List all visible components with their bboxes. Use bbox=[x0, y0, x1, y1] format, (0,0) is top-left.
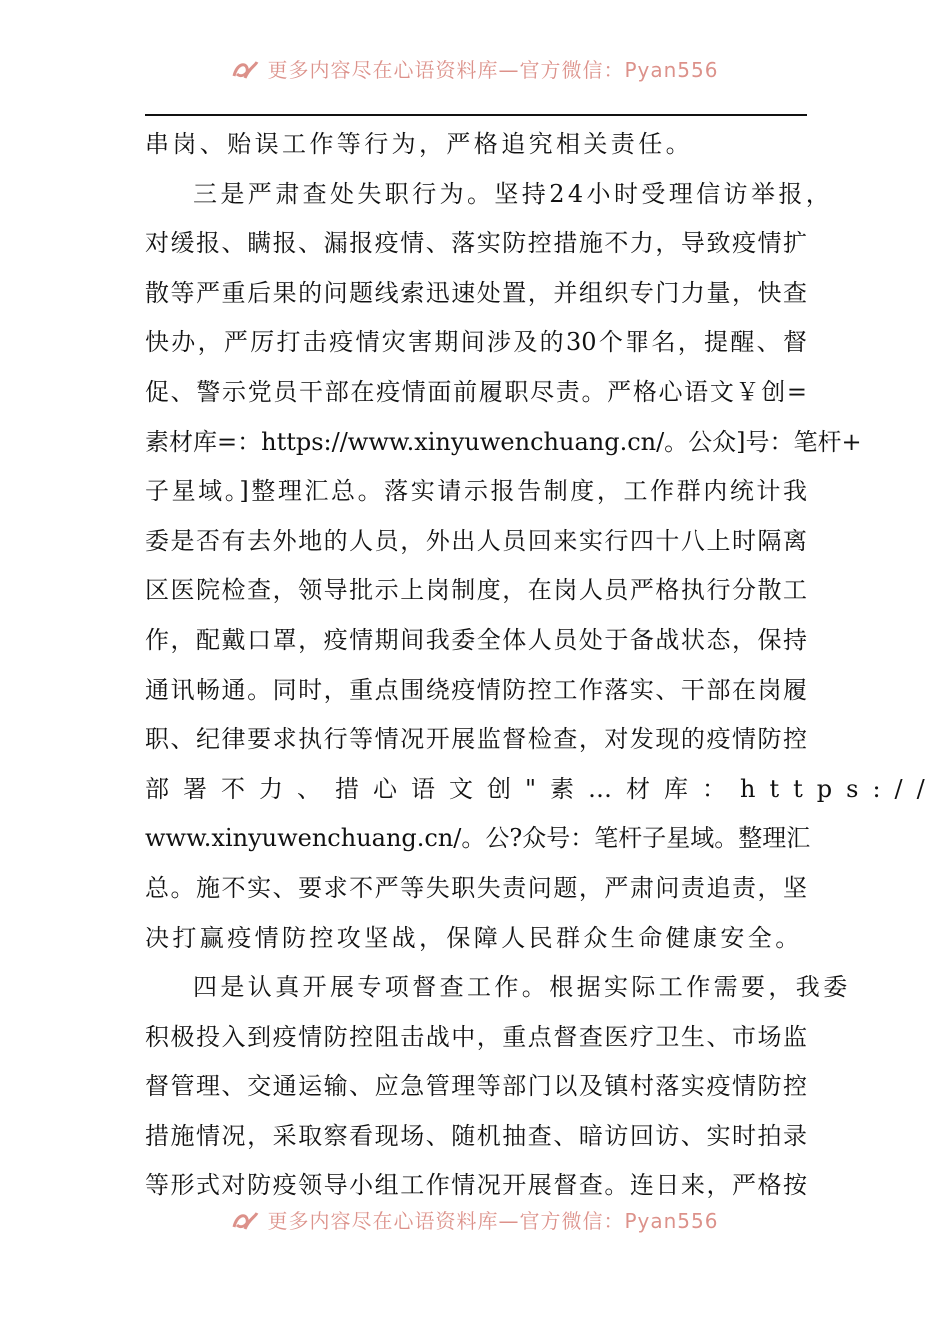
text-line: 快办，严厉打击疫情灾害期间涉及的30个罪名，提醒、督 bbox=[145, 328, 807, 357]
paragraph-start-line: 三是严肃查处失职行为。坚持24小时受理信访举报， bbox=[193, 179, 834, 208]
paragraph-start-line: 四是认真开展专项督查工作。根据实际工作需要，我委 bbox=[193, 973, 851, 1002]
text-line: 职、纪律要求执行等情况开展监督检查，对发现的疫情防控 bbox=[145, 725, 807, 754]
text-line: 督管理、交通运输、应急管理等部门以及镇村落实疫情防控 bbox=[145, 1072, 807, 1101]
watermark-text: 更多内容尽在心语资料库—官方微信：Pyan556 bbox=[267, 1209, 719, 1233]
paragraph-end-line: 决打赢疫情防控攻坚战，保障人民群众生命健康安全。 bbox=[145, 923, 803, 952]
text-line: 串岗、贻误工作等行为，严格追究相关责任。 bbox=[145, 130, 693, 158]
logo-icon bbox=[231, 1209, 259, 1233]
text-line: 等形式对防疫领导小组工作情况开展督查。连日来，严格按 bbox=[145, 1171, 807, 1200]
text-line: 素材库=：https://www.xinyuwenchuang.cn/。公众]号：笔杆+ bbox=[145, 427, 862, 456]
text-line: 促、警示党员干部在疫情面前履职尽责。严格心语文￥创= bbox=[145, 377, 807, 406]
text-line: 措施情况，采取察看现场、随机抽查、暗访回访、实时拍录 bbox=[145, 1121, 807, 1150]
text-line: 作，配戴口罩，疫情期间我委全体人员处于备战状态，保持 bbox=[145, 625, 807, 654]
text-line: 总。施不实、要求不严等失职失责问题，严肃问责追责，坚 bbox=[145, 873, 807, 902]
text-line: www.xinyuwenchuang.cn/。公?众号：笔杆子星域。整理汇 bbox=[145, 824, 811, 853]
text-line: 委是否有去外地的人员，外出人员回来实行四十八上时隔离 bbox=[145, 526, 807, 555]
logo-icon bbox=[231, 58, 259, 82]
text-line: 积极投入到疫情防控阻击战中，重点督查医疗卫生、市场监 bbox=[145, 1022, 807, 1051]
footer-watermark bbox=[0, 1206, 950, 1240]
text-line: 子星域。]整理汇总。落实请示报告制度，工作群内统计我 bbox=[145, 477, 807, 506]
header-watermark bbox=[0, 55, 950, 89]
document-body bbox=[145, 120, 939, 1211]
header-divider bbox=[145, 114, 807, 116]
text-line: 散等严重后果的问题线索迅速处置，并组织专门力量，快查 bbox=[145, 278, 807, 307]
text-line: 对缓报、瞒报、漏报疫情、落实防控措施不力，导致疫情扩 bbox=[145, 229, 807, 258]
text-line: 区医院检查，领导批示上岗制度，在岗人员严格执行分散工 bbox=[145, 576, 807, 605]
text-line: 部署不力、措心语文创"素…材库：https:// bbox=[145, 774, 939, 803]
text-line: 通讯畅通。同时，重点围绕疫情防控工作落实、干部在岗履 bbox=[145, 675, 807, 704]
watermark-text: 更多内容尽在心语资料库—官方微信：Pyan556 bbox=[267, 58, 719, 82]
